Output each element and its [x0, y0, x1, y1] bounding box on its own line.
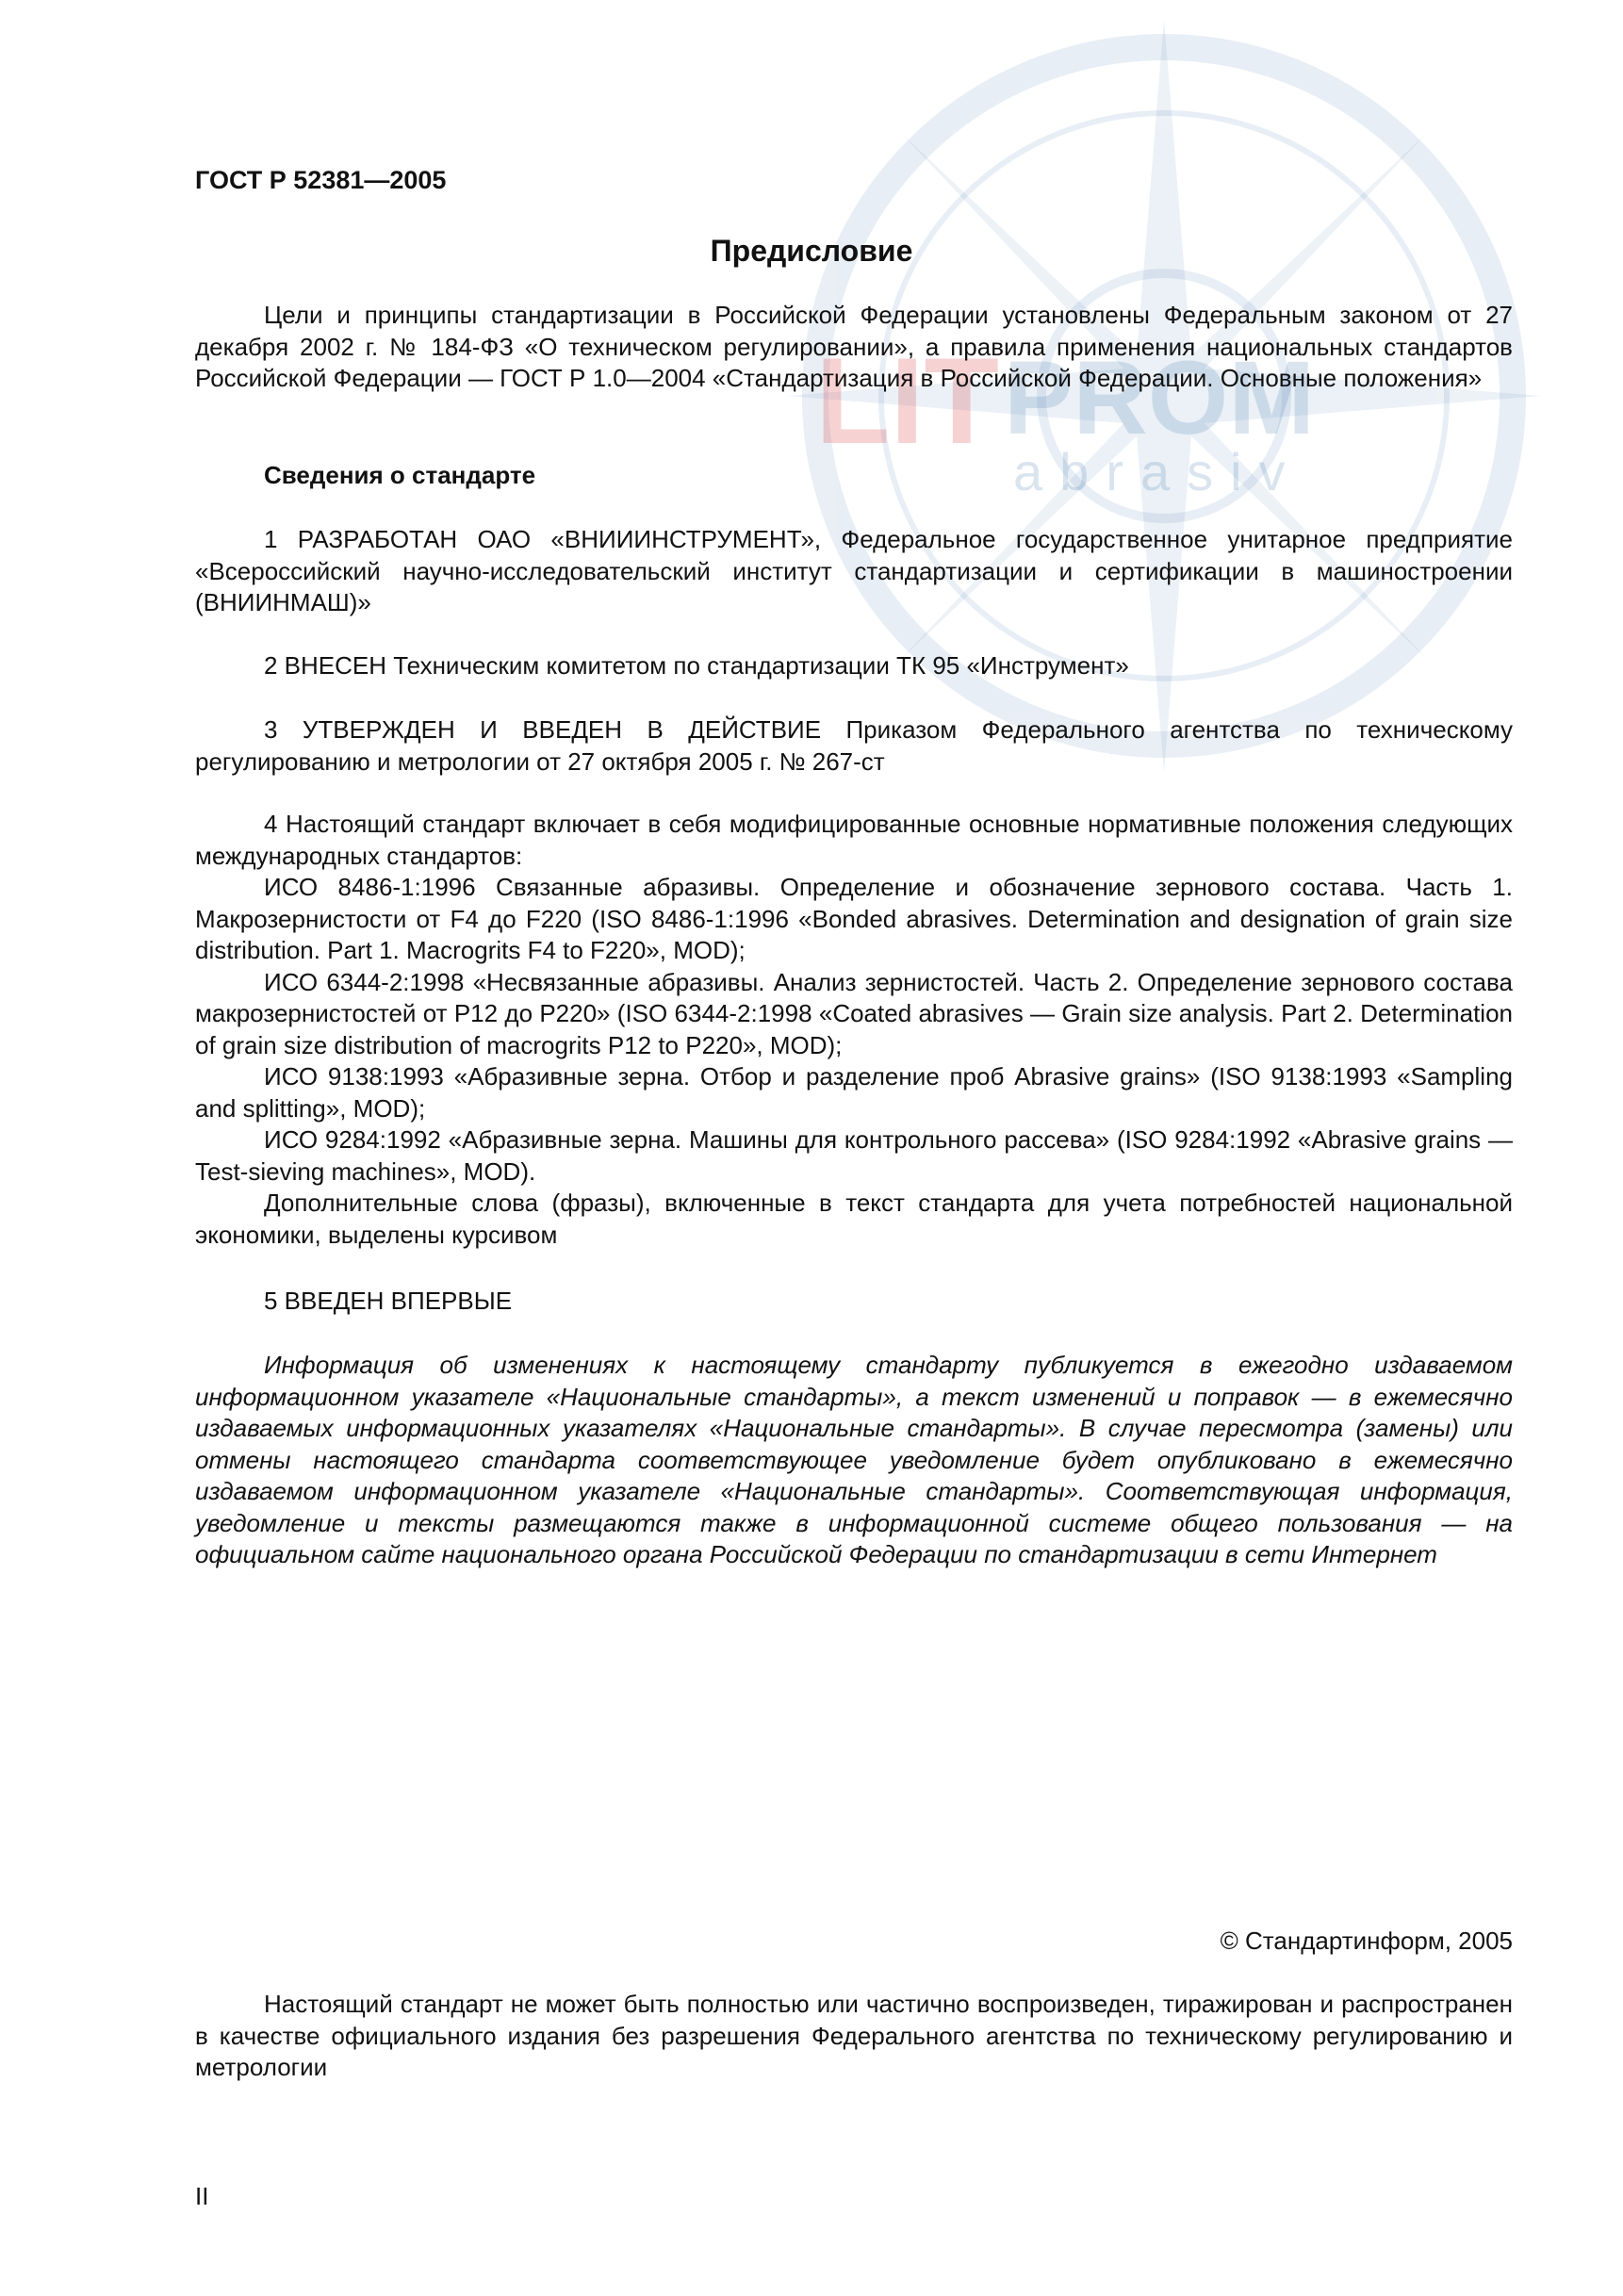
item-5: 5 ВВЕДЕН ВПЕРВЫЕ [264, 1287, 513, 1315]
item-4-lead: 4 Настоящий стандарт включает в себя модифицированные основные нормативные положения следующих международных стандартов: [195, 810, 1513, 870]
item-4-iso-9138: ИСО 9138:1993 «Абразивные зерна. Отбор и разделение проб Abrasive grains» (ISO 9138:1993 «Sampling and splitting», MOD); [195, 1062, 1513, 1123]
item-4 [195, 809, 1513, 1251]
section-heading: Сведения о стандарте [264, 461, 536, 489]
page-number: II [195, 2182, 209, 2210]
watermark-brand-b: PROM [1004, 340, 1315, 456]
standard-designation: ГОСТ Р 52381—2005 [195, 166, 447, 194]
rights-notice: Настоящий стандарт не может быть полностью или частично воспроизведен, тиражирован и распространен в качестве официального издания без разрешения Федерального агентства по техническому регулированию и метрологии [195, 1990, 1513, 2081]
changes-information: Информация об изменениях к настоящему стандарту публикуется в ежегодно издаваемом информационном указателе «Национальные стандарты», а текст изменений и поправок — в ежемесячно издаваемых информационных указателях «Национальные стандарты». В случае пересмотра (замены) или отмены настоящего стандарта соответствующее уведомление будет опубликовано в ежемесячно издаваемом информационном указателе «Национальные стандарты». Соответствующая информация, уведомление и тексты размещаются также в информационной системе общего пользования — на официальном сайте национального органа Российской Федерации по стандартизации в сети Интернет [195, 1351, 1513, 1568]
item-2: 2 ВНЕСЕН Техническим комитетом по стандартизации ТК 95 «Инструмент» [264, 651, 1129, 680]
intro-paragraph: Цели и принципы стандартизации в Российской Федерации установлены Федеральным законом от 27 декабря 2002 г. № 184-ФЗ «О техническом регулировании», а правила применения национальных стандартов Российской Федерации — ГОСТ Р 1.0—2004 «Стандартизация в Российской Федерации. Основные положения» [195, 301, 1513, 392]
item-1: 1 РАЗРАБОТАН ОАО «ВНИИИНСТРУМЕНТ», Федеральное государственное унитарное предприятие «Всероссийский научно-исследовательский институт стандартизации и сертификации в машиностроении (ВНИИНМАШ)» [195, 525, 1513, 616]
item-4-note: Дополнительные слова (фразы), включенные в текст стандарта для учета потребностей национальной экономики, выделены курсивом [195, 1189, 1513, 1249]
page-title: Предисловие [710, 234, 913, 268]
item-4-iso-6344: ИСО 6344-2:1998 «Несвязанные абразивы. Анализ зернистостей. Часть 2. Определение зернового состава макрозернистостей от P12 до P220» (ISO 6344-2:1998 «Coated abrasives — Grain size analysis. Part 2. Determination of grain size distribution of macrogrits P12 to P220», MOD); [195, 967, 1513, 1059]
watermark-brand-c: abrasiv [1013, 442, 1303, 501]
watermark-brand-a: LIT [815, 332, 999, 469]
item-4-iso-8486: ИСО 8486-1:1996 Связанные абразивы. Определение и обозначение зернового состава. Часть 1. Макрозернистости от F4 до F220 (ISO 8486-1:1996 «Bonded abrasives. Determination and designation of grain size distribution. Part 1. Macrogrits F4 to F220», MOD); [195, 873, 1513, 964]
copyright-notice: © Стандартинформ, 2005 [1220, 1927, 1513, 1955]
item-3: 3 УТВЕРЖДЕН И ВВЕДЕН В ДЕЙСТВИЕ Приказом Федерального агентства по техническому регулированию и метрологии от 27 октября 2005 г. № 267-ст [195, 715, 1513, 776]
item-4-iso-9284: ИСО 9284:1992 «Абразивные зерна. Машины для контрольного рассева» (ISO 9284:1992 «Abrasive grains — Test-sieving machines», MOD). [195, 1125, 1513, 1186]
